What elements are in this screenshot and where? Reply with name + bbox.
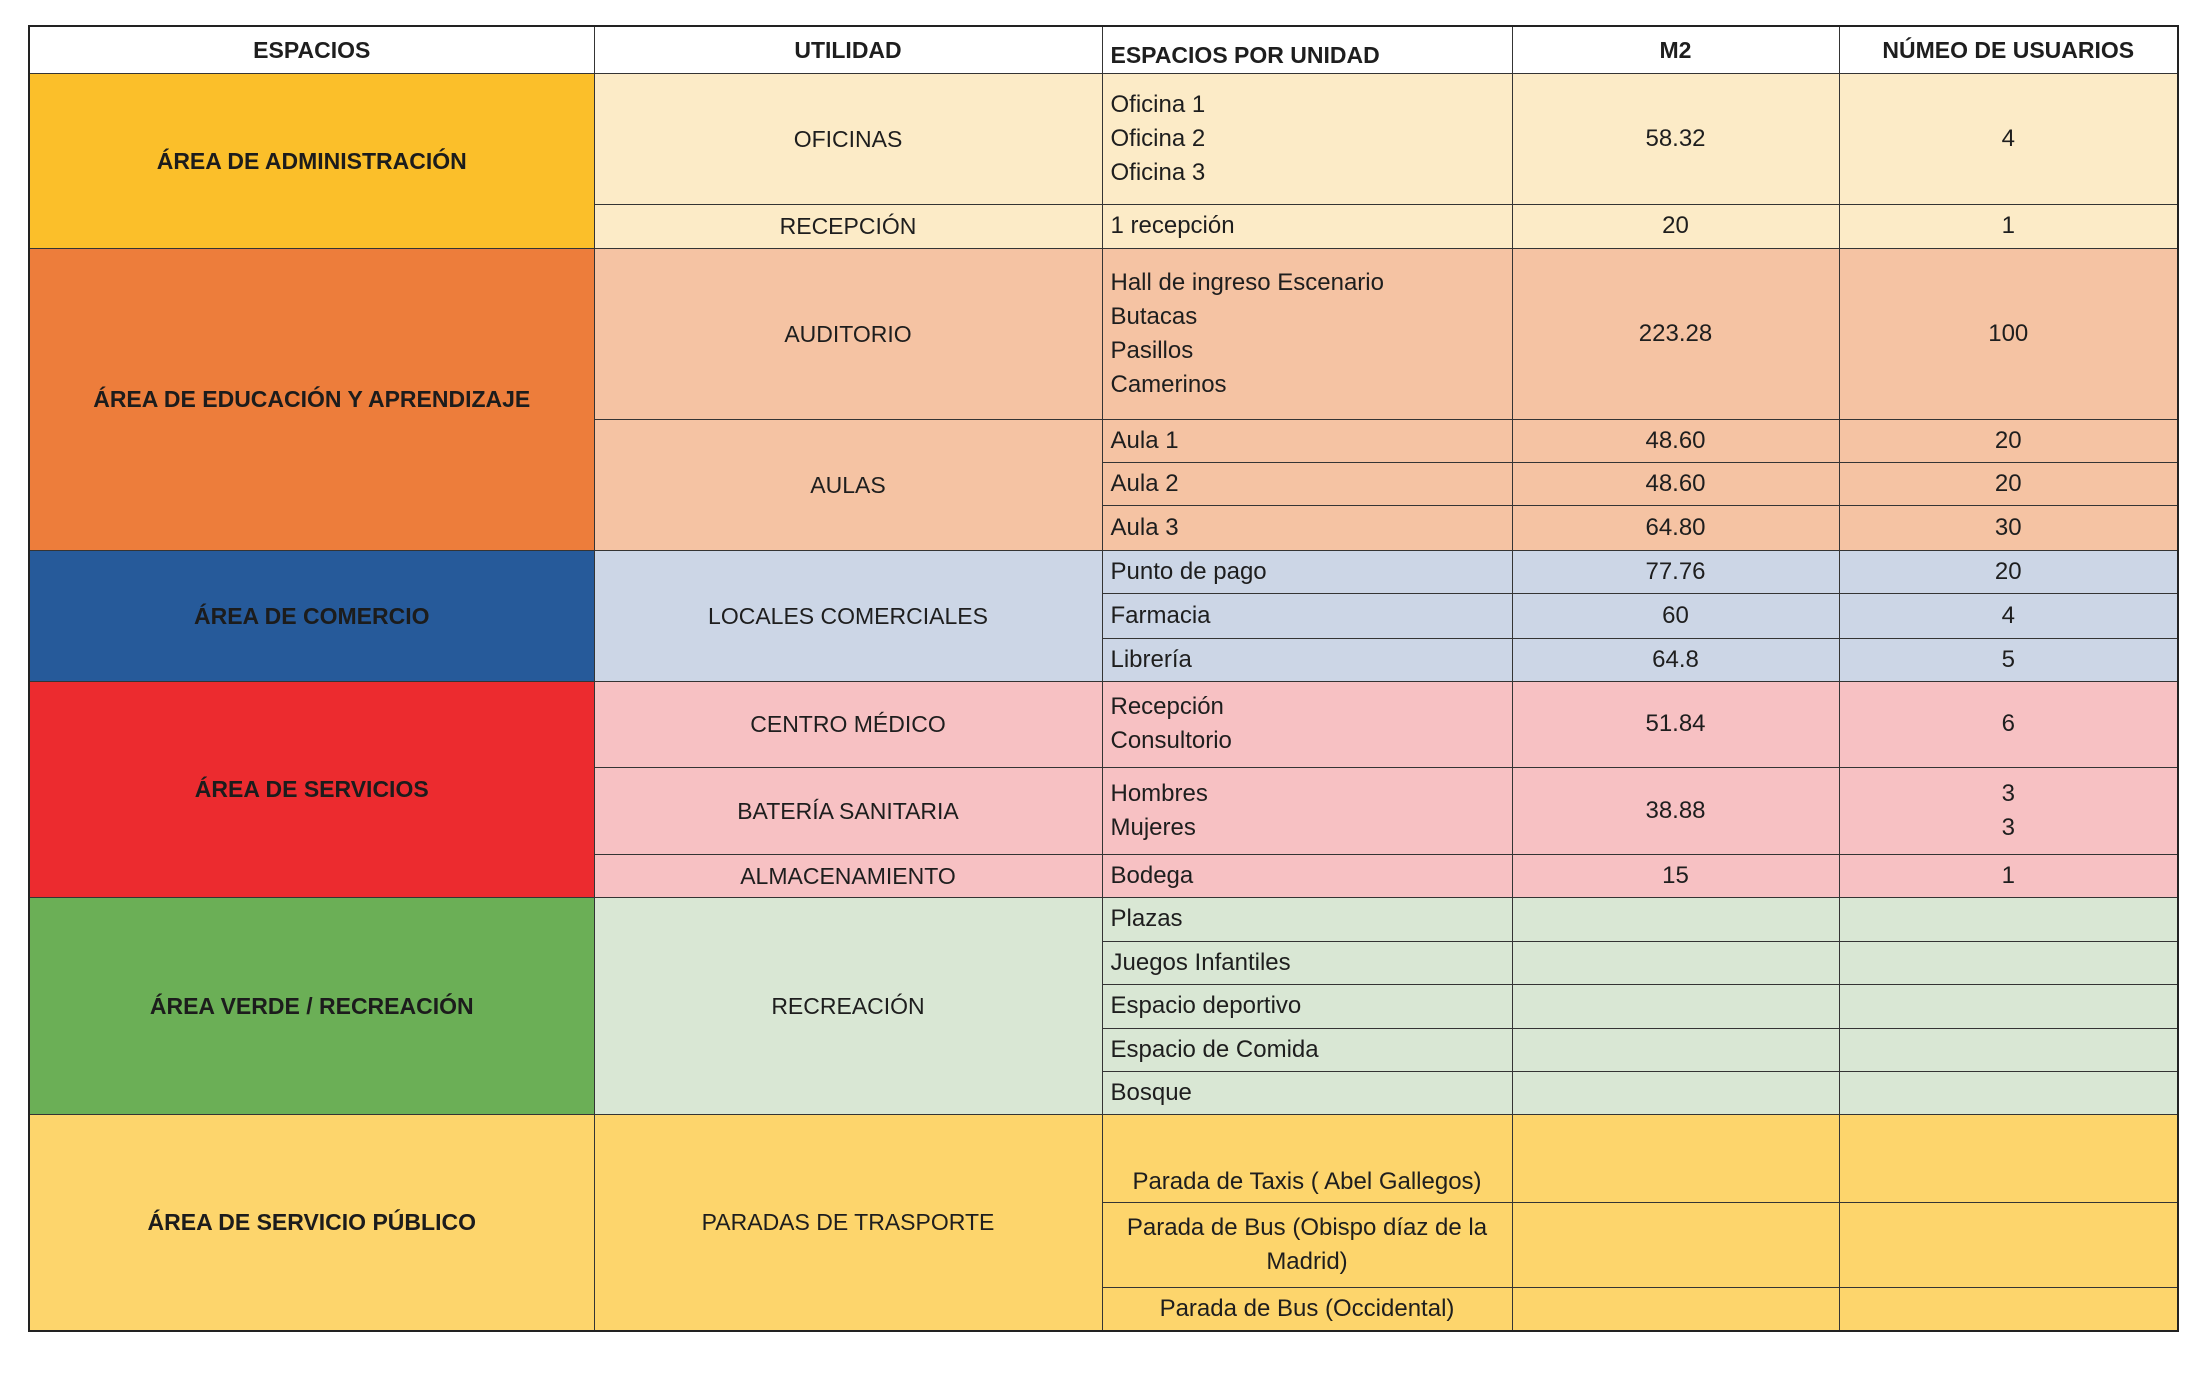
area-verde-recreacion: ÁREA VERDE / RECREACIÓN xyxy=(29,897,594,1114)
users-cell xyxy=(1839,1071,2178,1114)
users-cell xyxy=(1839,419,2178,462)
table-row xyxy=(29,73,2178,204)
users-value: 20 xyxy=(1994,469,2022,497)
users-value: 30 xyxy=(1994,513,2022,541)
m2-cell xyxy=(1512,1071,1839,1114)
unit-line: Oficina 3 xyxy=(1110,158,1206,186)
unit-cell xyxy=(1102,854,1512,897)
users-cell xyxy=(1839,505,2178,550)
unit-line: Oficina 1 xyxy=(1110,90,1206,118)
unit-line: Punto de pago xyxy=(1110,557,1267,585)
unit-line: Espacio deportivo xyxy=(1110,992,1302,1019)
area-comercio: ÁREA DE COMERCIO xyxy=(29,550,594,681)
unit-line: Farmacia xyxy=(1110,601,1211,629)
unit-cell xyxy=(1102,897,1512,941)
unit-line: Camerinos xyxy=(1110,370,1227,398)
users-value: 3 xyxy=(2001,779,2015,807)
table-row xyxy=(29,248,2178,419)
users-value: 4 xyxy=(2001,124,2015,152)
utility-aulas: AULAS xyxy=(594,419,1102,550)
m2-cell: 60 xyxy=(1512,593,1839,638)
users-cell xyxy=(1839,248,2178,419)
users-value: 1 xyxy=(2001,212,2015,239)
unit-cell xyxy=(1102,505,1512,550)
utility-bateria-sanitaria: BATERÍA SANITARIA xyxy=(594,767,1102,854)
users-cell xyxy=(1839,897,2178,941)
m2-cell xyxy=(1512,1114,1839,1202)
m2-cell xyxy=(1512,941,1839,984)
m2-cell xyxy=(1512,897,1839,941)
header-utilidad: UTILIDAD xyxy=(594,26,1102,73)
unit-cell xyxy=(1102,593,1512,638)
unit-cell xyxy=(1102,550,1512,593)
users-cell xyxy=(1839,1114,2178,1202)
users-cell xyxy=(1839,854,2178,897)
users-cell xyxy=(1839,681,2178,767)
header-row xyxy=(29,26,2178,73)
area-servicios: ÁREA DE SERVICIOS xyxy=(29,681,594,897)
unit-cell xyxy=(1102,1202,1512,1287)
unit-cell xyxy=(1102,681,1512,767)
unit-cell xyxy=(1102,248,1512,419)
m2-cell xyxy=(1512,984,1839,1028)
unit-line: Hall de ingreso Escenario xyxy=(1110,268,1384,296)
users-value: 4 xyxy=(2001,601,2015,629)
table-row xyxy=(29,550,2178,593)
m2-cell: 223.28 xyxy=(1512,248,1839,419)
utility-auditorio: AUDITORIO xyxy=(594,248,1102,419)
unit-line: Aula 1 xyxy=(1110,426,1179,454)
users-cell xyxy=(1839,204,2178,248)
area-educacion: ÁREA DE EDUCACIÓN Y APRENDIZAJE xyxy=(29,248,594,550)
header-espacios: ESPACIOS xyxy=(29,26,594,73)
unit-line: Parada de Taxis ( Abel Gallegos) xyxy=(1132,1167,1482,1195)
unit-line: Bodega xyxy=(1110,861,1194,889)
unit-line: Butacas xyxy=(1110,302,1198,330)
m2-cell: 38.88 xyxy=(1512,767,1839,854)
unit-line: Pasillos xyxy=(1110,336,1194,364)
users-value: 20 xyxy=(1994,426,2022,454)
unit-line: 1 recepción xyxy=(1110,212,1235,239)
users-cell xyxy=(1839,941,2178,984)
users-cell xyxy=(1839,1028,2178,1071)
users-value: 1 xyxy=(2001,861,2015,889)
area-administracion: ÁREA DE ADMINISTRACIÓN xyxy=(29,73,594,248)
users-value: 3 xyxy=(2001,813,2015,841)
table-row xyxy=(29,681,2178,767)
spaces-table xyxy=(28,25,2179,1332)
unit-cell xyxy=(1102,419,1512,462)
unit-line: Oficina 2 xyxy=(1110,124,1206,152)
unit-line: Plazas xyxy=(1110,905,1183,932)
unit-line: Espacio de Comida xyxy=(1110,1035,1319,1063)
unit-cell xyxy=(1102,73,1512,204)
m2-cell: 48.60 xyxy=(1512,462,1839,505)
unit-line: Consultorio xyxy=(1110,727,1232,754)
header-espacios-por-unidad: ESPACIOS POR UNIDAD xyxy=(1102,26,1512,73)
utility-recepcion: RECEPCIÓN xyxy=(594,204,1102,248)
utility-locales-comerciales: LOCALES COMERCIALES xyxy=(594,550,1102,681)
users-cell xyxy=(1839,550,2178,593)
unit-line: Hombres xyxy=(1110,779,1208,807)
unit-line: Mujeres xyxy=(1110,813,1196,841)
m2-cell: 64.80 xyxy=(1512,505,1839,550)
users-cell xyxy=(1839,1287,2178,1331)
users-cell xyxy=(1839,593,2178,638)
unit-line: Aula 2 xyxy=(1110,469,1179,497)
unit-cell xyxy=(1102,1028,1512,1071)
m2-cell xyxy=(1512,1202,1839,1287)
users-value: 5 xyxy=(2001,645,2015,673)
utility-centro-medico: CENTRO MÉDICO xyxy=(594,681,1102,767)
m2-cell: 77.76 xyxy=(1512,550,1839,593)
unit-line: Parada de Bus (Obispo díaz de la Madrid) xyxy=(1126,1213,1488,1275)
m2-cell xyxy=(1512,1028,1839,1071)
m2-cell: 20 xyxy=(1512,204,1839,248)
header-m2: M2 xyxy=(1512,26,1839,73)
m2-cell: 58.32 xyxy=(1512,73,1839,204)
unit-line: Aula 3 xyxy=(1110,513,1179,541)
users-cell xyxy=(1839,984,2178,1028)
users-cell xyxy=(1839,73,2178,204)
unit-cell xyxy=(1102,984,1512,1028)
utility-oficinas: OFICINAS xyxy=(594,73,1102,204)
unit-cell xyxy=(1102,462,1512,505)
m2-cell xyxy=(1512,1287,1839,1331)
users-value: 20 xyxy=(1994,557,2022,585)
users-cell xyxy=(1839,1202,2178,1287)
m2-cell: 64.8 xyxy=(1512,638,1839,681)
unit-line: Recepción xyxy=(1110,693,1224,720)
unit-cell xyxy=(1102,941,1512,984)
unit-cell xyxy=(1102,1071,1512,1114)
table-row xyxy=(29,897,2178,941)
utility-paradas-transporte: PARADAS DE TRASPORTE xyxy=(594,1114,1102,1331)
m2-cell: 48.60 xyxy=(1512,419,1839,462)
users-cell xyxy=(1839,638,2178,681)
unit-cell xyxy=(1102,1287,1512,1331)
users-cell xyxy=(1839,767,2178,854)
unit-cell xyxy=(1102,204,1512,248)
unit-cell xyxy=(1102,767,1512,854)
users-value: 100 xyxy=(1988,319,2029,347)
unit-cell xyxy=(1102,638,1512,681)
utility-recreacion: RECREACIÓN xyxy=(594,897,1102,1114)
unit-line: Librería xyxy=(1110,645,1192,673)
area-servicio-publico: ÁREA DE SERVICIO PÚBLICO xyxy=(29,1114,594,1331)
unit-line: Parada de Bus (Occidental) xyxy=(1159,1294,1455,1322)
header-numero-usuarios: NÚMEO DE USUARIOS xyxy=(1839,26,2178,73)
table-row xyxy=(29,1114,2178,1202)
unit-line: Bosque xyxy=(1110,1078,1192,1106)
users-value: 6 xyxy=(2001,710,2015,737)
users-cell xyxy=(1839,462,2178,505)
unit-line: Juegos Infantiles xyxy=(1110,948,1291,976)
unit-cell xyxy=(1102,1114,1512,1202)
m2-cell: 51.84 xyxy=(1512,681,1839,767)
utility-almacenamiento: ALMACENAMIENTO xyxy=(594,854,1102,897)
m2-cell: 15 xyxy=(1512,854,1839,897)
